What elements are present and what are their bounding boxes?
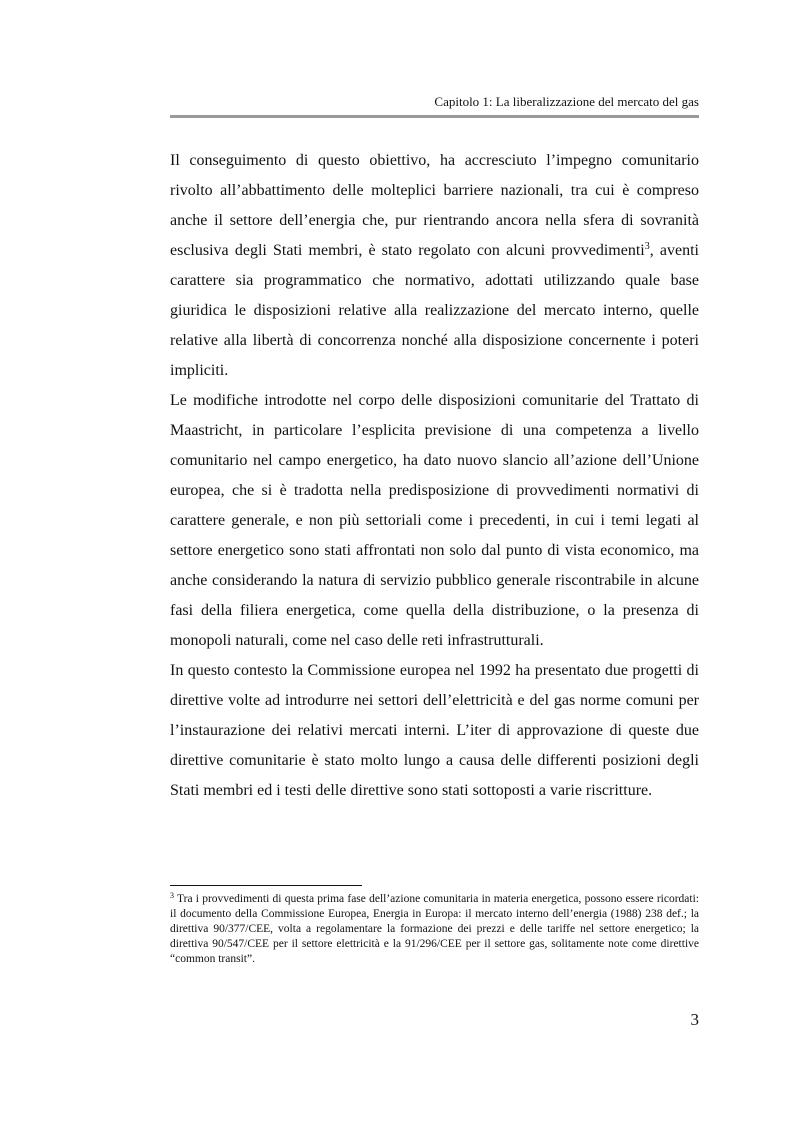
- paragraph-2: Le modifiche introdotte nel corpo delle disposizioni comunitarie del Trattato di Maastricht, in particolare l’esplicita previsione di una competenza a livello comunitario nel campo energetico, ha dato nuovo slancio all’azione dell’Unione europea, che si è tradotta nella predisposizione di provvedimenti normativi di carattere generale, e non più settoriali come i precedenti, in cui i temi legati al settore energetico sono stati affrontati non solo dal punto di vista economico, ma anche considerando la natura di servizio pubblico generale riscontrabile in alcune fasi della filiera energetica, come quella della distribuzione, o la presenza di monopoli naturali, come nel caso delle reti infrastrutturali.: [170, 392, 699, 649]
- footnote: [170, 892, 699, 967]
- footnote-reference[interactable]: 3: [644, 241, 650, 252]
- body-text: [170, 146, 699, 806]
- page-number: 3: [690, 1010, 699, 1029]
- paragraph-1: [170, 146, 699, 386]
- header-divider: [170, 115, 699, 118]
- paragraph-1-text-a: Il conseguimento di questo obiettivo, ha accresciuto l’impegno comunitario rivolto all’abbattimento delle molteplici barriere nazionali, tra cui è compreso anche il settore dell’energia che, pur rientrando ancora nella sfera di sovranità esclusiva degli Stati membri, è stato regolato con alcuni provvedimenti: [170, 152, 699, 259]
- footnote-text: Tra i provvedimenti di questa prima fase dell’azione comunitaria in materia energetica, possono essere ricordati: il documento della Commissione Europea, Energia in Europa: il mercato interno dell’energia (1988) 238 def.; la direttiva 90/377/CEE, volta a regolamentare la formazione dei prezzi e delle tariffe nel settore energetico; la direttiva 90/547/CEE per il settore elettricità e la 91/296/CEE per il settore gas, solitamente note come direttive “common transit”.: [170, 893, 699, 965]
- footnote-divider: [170, 885, 362, 886]
- paragraph-3: In questo contesto la Commissione europea nel 1992 ha presentato due progetti di direttive volte ad introdurre nei settori dell’elettricità e del gas norme comuni per l’instaurazione dei relativi mercati interni. L’iter di approvazione di queste due direttive comunitarie è stato molto lungo a causa delle differenti posizioni degli Stati membri ed i testi delle direttive sono stati sottoposti a varie riscritture.: [170, 662, 699, 799]
- running-header: Capitolo 1: La liberalizzazione del mercato del gas: [434, 94, 699, 109]
- footnote-number: 3: [170, 891, 174, 900]
- paragraph-1-text-b: , aventi carattere sia programmatico che normativo, adottati utilizzando quale base giuridica le disposizioni relative alla realizzazione del mercato interno, quelle relative alla libertà di concorrenza nonché alla disposizione concernente i poteri impliciti.: [170, 242, 700, 379]
